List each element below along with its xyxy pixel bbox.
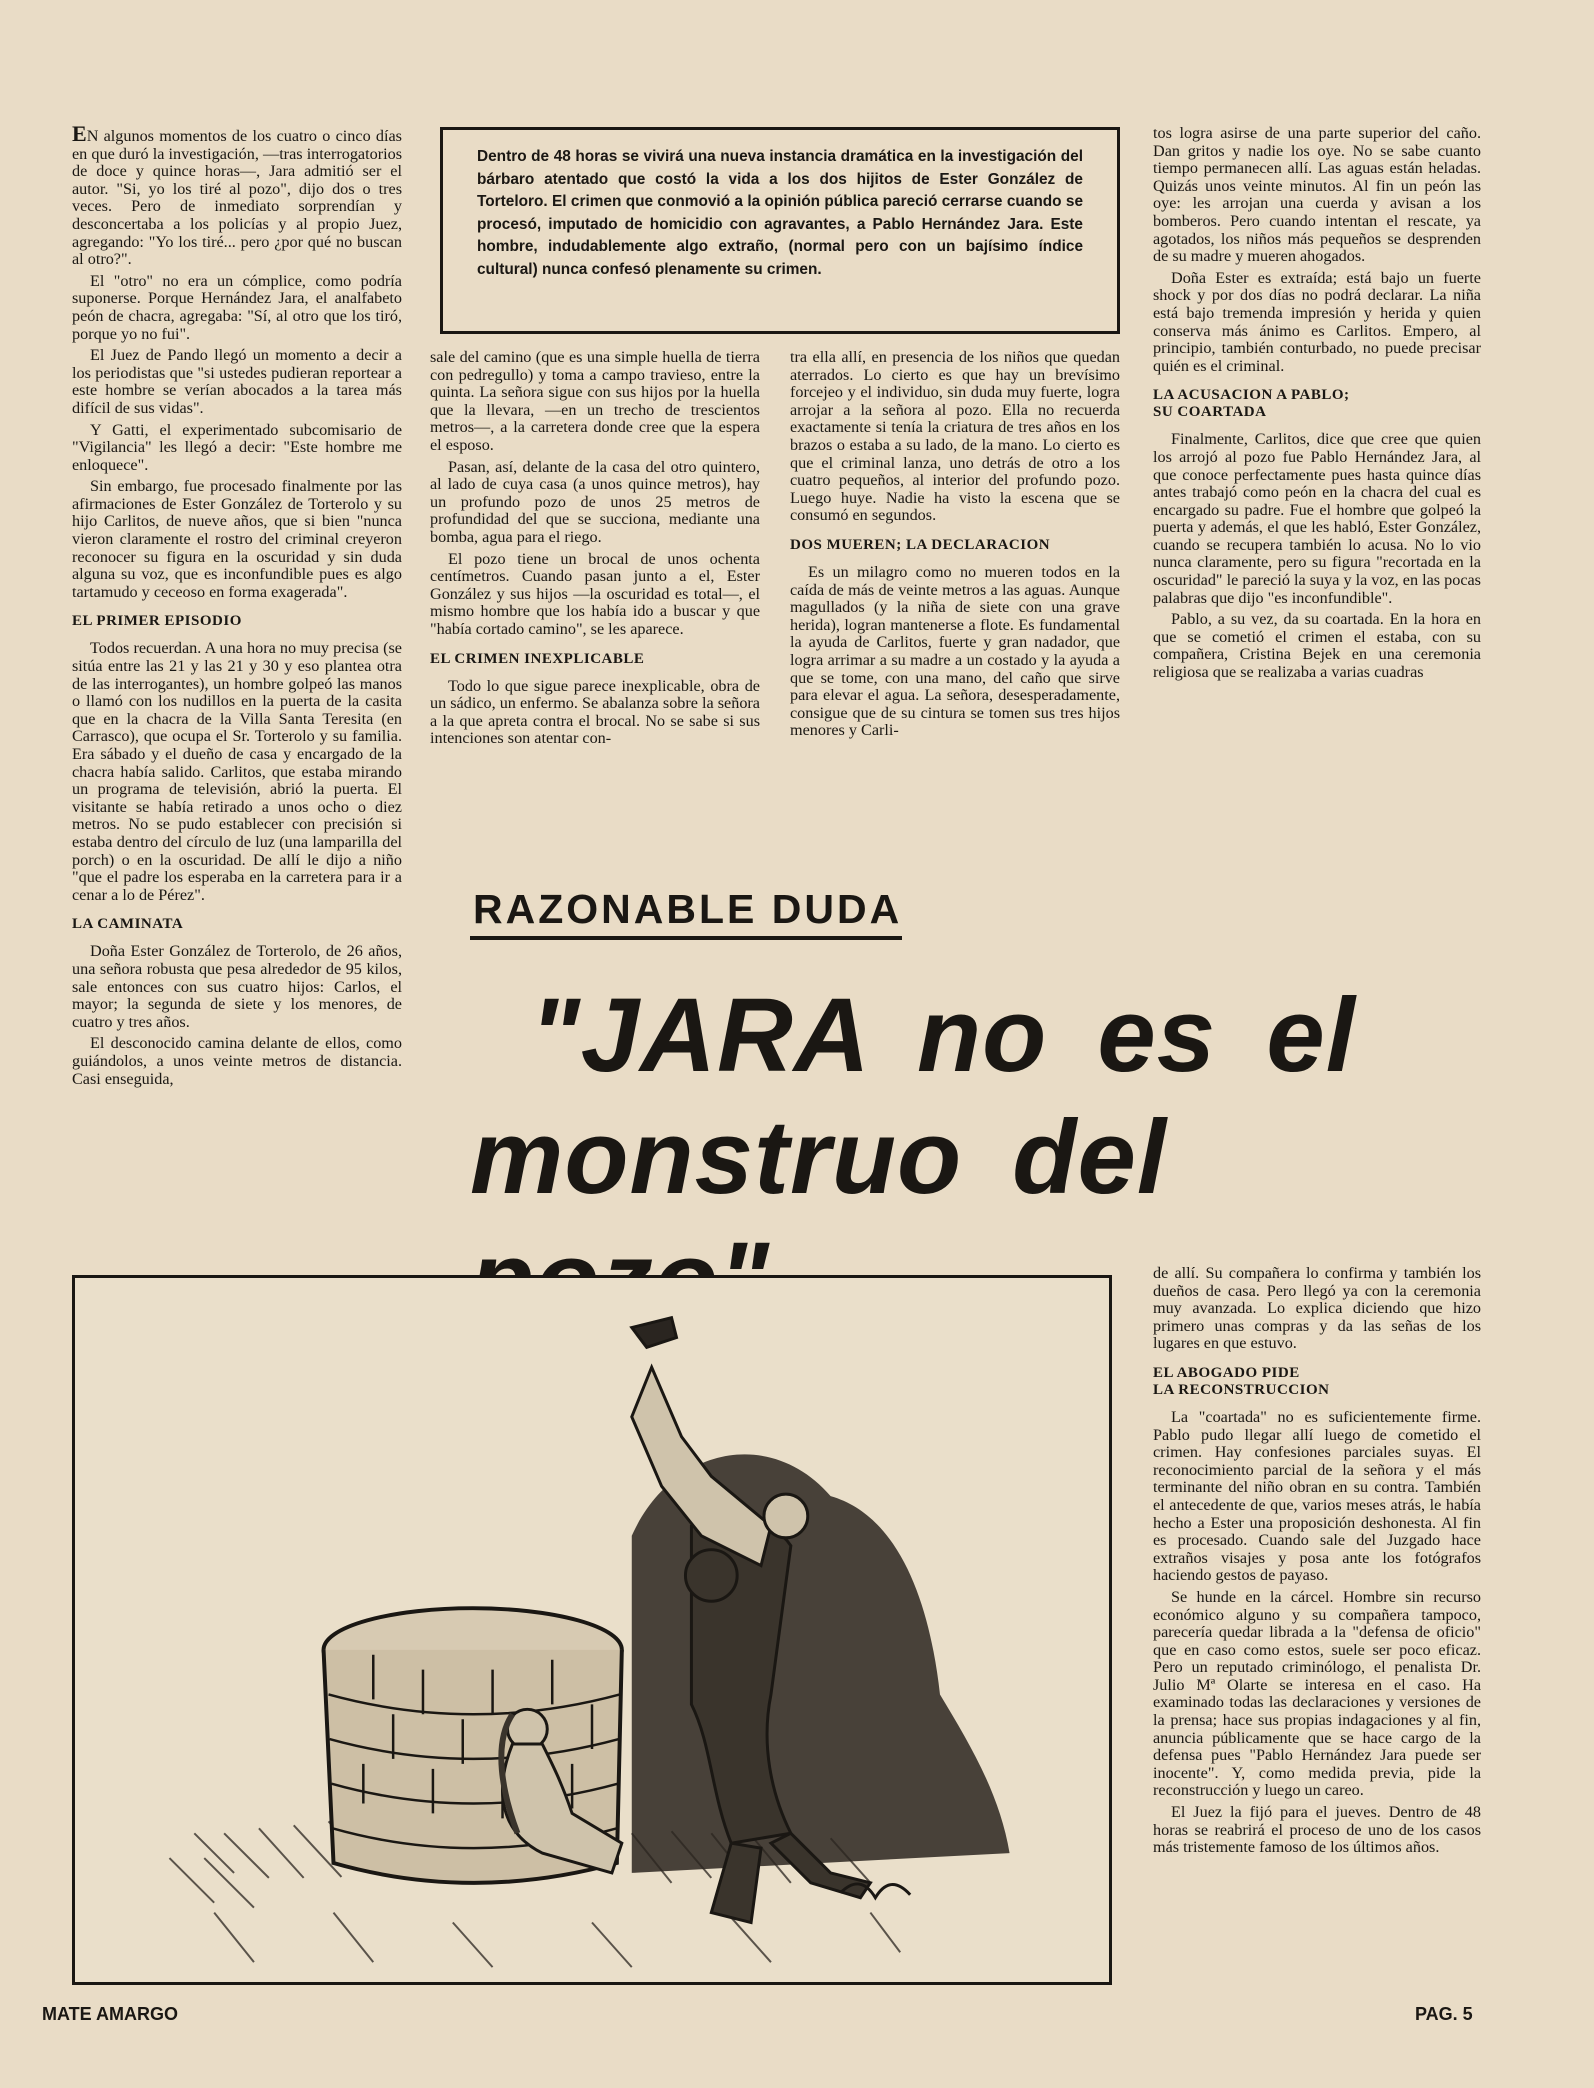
section-heading: DOS MUEREN; LA DECLARACION bbox=[790, 536, 1051, 553]
paragraph: Todos recuerdan. A una hora no muy precisa (se sitúa entre las 21 y las 21 y 30 y eso plantea otra de las interrogantes), un hombre golpeó las manos o llamó con los nudillos en la puerta de la casita que en la chacra de la Villa Santa Teresita (en Carrasco), que ocupa el Sr. Torterolo y su familia. Era sábado y el dueño de casa y encargado de la chacra había salido. Carlitos, que estaba mirando un programa de televisión, abrió la puerta. El visitante se había retirado a unos ocho o diez metros. No se pudo establecer con precisión si estaba dentro del círculo de luz (una lamparilla del porch) o en la oscuridad. De allí le dijo a niño "que el padre los esperaba en la carretera para ir a cenar a lo de Pérez". bbox=[72, 639, 402, 904]
paragraph: La "coartada" no es suficientemente firme. Pablo pudo llegar allí luego de cometido el crimen. Hay confesiones parciales suyas. El reconocimiento parcial de la señora y el más terminante del niño obran en su contra. También el antecedente de que, varios meses atrás, le había hecho a Ester una proposición deshonesta. Al fin es procesado. Cuando sale del Juzgado hace extraños visajes y posa ante los fotógrafos haciendo gestos de payaso. bbox=[1153, 1407, 1481, 1585]
paragraph: Se hunde en la cárcel. Hombre sin recurso económico alguno y su compañera tampoco, parecería quedar librada a la "defensa de oficio" que en caso como estos, suele ser poco eficaz. Pero un reputado criminólogo, el penalista Dr. Julio Mª Olarte se interesa en el caso. Ha examinado todas las declaraciones y versiones de la prensa; hace sus propias indagaciones y al fin, anuncia públicamente que se hace cargo de la defensa pues "Pablo Hernández Jara puede ser inocente". Y, como medida previa, pide la reconstrucción y luego un careo. bbox=[1153, 1587, 1481, 1800]
paragraph: El pozo tiene un brocal de unos ochenta centímetros. Cuando pasan junto a el, Ester González y sus hijos —la oscuridad es total—, el mismo hombre que los había ido a buscar y que "había cortado camino", se les aparece. bbox=[430, 549, 760, 638]
paragraph: tos logra asirse de una parte superior del caño. Dan gritos y nadie los oye. No se sabe cuanto tiempo permanecen allí. Las aguas están heladas. Quizás unos veinte minutos. Al fin un peón las oye: les arrojan una cuerda y avisan a los bomberos. Pero cuando intentan el rescate, ya agotados, los niños más pequeños se desprenden de su madre y mueren ahogados. bbox=[1153, 124, 1481, 266]
column-3 bbox=[790, 349, 1120, 744]
column-4 bbox=[1153, 125, 1481, 686]
well-crime-drawing bbox=[75, 1278, 1109, 1982]
paragraph: tra ella allí, en presencia de los niños que quedan aterrados. Lo cierto es que hay un brevísimo forcejeo y el individuo, sin duda muy fuerte, logra arrojar a la señora al pozo. Ella no recuerda exactamente si tenía la criatura de tres años en los brazos o estaba a su lado, de la mano. Lo cierto es que el criminal lanza, uno detrás de otro a los cuatro pequeños, al interior del profundo pozo. Luego huye. Nadie ha visto la escena que se consumó en segundos. bbox=[790, 348, 1120, 525]
illustration bbox=[72, 1275, 1112, 1985]
paragraph: Pasan, así, delante de la casa del otro quintero, al lado de cuya casa (a unos quince metros), hay un profundo pozo de unos 25 metros de profundidad del que se succiona, mediante una bomba, agua para el riego. bbox=[430, 457, 760, 546]
paragraph: Y Gatti, el experimentado subcomisario de "Vigilancia" les llegó a decir: "Este hombre me enloquece". bbox=[72, 420, 402, 474]
paragraph: de allí. Su compañera lo confirma y también los dueños de casa. Pero llegó ya con la ceremonia muy avanzada. Lo explica diciendo que hizo primero unas compras y da las señas de los lugares en que estuvo. bbox=[1153, 1264, 1481, 1353]
paragraph: Es un milagro como no mueren todos en la caída de más de veinte metros a las aguas. Aunque magullados (y la niña de siete con una grave herida), logran mantenerse a flote. Es fundamental la ayuda de Carlitos, fuerte y gran nadador, que logra arrimar a su madre a un costado y la ayuda a que se tome, con una mano, del caño que sirve para elevar el agua. La señora, desesperadamente, consigue que de su cintura se tomen sus tres hijos menores y Carli- bbox=[790, 562, 1120, 740]
headline-line-2: monstruo del bbox=[470, 1099, 1168, 1216]
page-number: PAG. 5 bbox=[1415, 2004, 1473, 2024]
drop-cap: E bbox=[72, 121, 87, 146]
column-2 bbox=[430, 349, 760, 752]
paragraph: El Juez de Pando llegó un momento a decir a los periodistas que "si ustedes pudieran reportear a este hombre se verían abocados a la tarea más difícil de sus vidas". bbox=[72, 346, 402, 417]
section-heading: LA CAMINATA bbox=[72, 916, 184, 933]
paragraph: Pablo, a su vez, da su coartada. En la hora en que se cometió el crimen el estaba, con su compañera, Cristina Bejek en una ceremonia religiosa que se realizaba a varias cuadras bbox=[1153, 610, 1481, 682]
column-5 bbox=[1153, 1265, 1481, 1861]
paragraph: Doña Ester es extraída; está bajo un fuerte shock y por dos días no podrá declarar. La niña está bajo tremenda impresión y herida y quien conserva más ánimo es Carlitos. Empero, al principio, también conturbado, no puede precisar quién es el criminal. bbox=[1153, 268, 1481, 375]
intro-box: Dentro de 48 horas se vivirá una nueva instancia dramática en la investigación del bárbaro atentado que costó la vida a los dos hijitos de Ester González de Torteloro. El crimen que conmovió a la opinión pública pareció cerrarse cuando se procesó, imputado de homicidio con agravantes, a Pablo Hernández Jara. Este hombre, indudablemente algo extraño, (normal pero con un bajísimo índice cultural) nunca confesó plenamente su crimen. bbox=[440, 127, 1120, 334]
paragraph: Finalmente, Carlitos, dice que cree que quien los arrojó al pozo fue Pablo Hernández Jara, al que conoce perfectamente pues hasta quince días antes trabajó como peón en la chacra del cual es encargado su padre. Fue el hombre que golpeó la puerta y además, el que les habló, Ester González, cuando se recupera también lo acusa. No lo vio nunca claramente, pero su figura "recortada en la oscuridad" le pareció la suya y la voz, en las pocas palabras que dijo "es inconfundible". bbox=[1153, 430, 1481, 607]
paragraph: El Juez la fijó para el jueves. Dentro de 48 horas se reabrirá el proceso de uno de los casos más tristemente famoso de los últimos años. bbox=[1153, 1803, 1481, 1857]
paragraph: Sin embargo, fue procesado finalmente por las afirmaciones de Ester González de Torterolo y su hijo Carlitos, de nueve años, que si bien "nunca vieron claramente el rostro del criminal creyeron reconocer su figura en la oscuridad y sin duda alguna su voz, que es inconfundible pues es algo tartamudo y ceceoso en forma exagerada". bbox=[72, 477, 402, 601]
section-heading: EL PRIMER EPISODIO bbox=[72, 613, 242, 630]
paragraph: El desconocido camina delante de ellos, como guiándolos, a unos veinte metros de distancia. Casi enseguida, bbox=[72, 1034, 402, 1088]
section-heading: LA ACUSACION A PABLO; SU COARTADA bbox=[1153, 387, 1350, 421]
paragraph: EN algunos momentos de los cuatro o cinco días en que duró la investigación, —tras interrogatorios de doce y quince horas—, Jara admitió ser el autor. "Si, yo los tiré al pozo", dijo dos o tres veces. Pero de inmediato sorprendían y desconcertaba a los policías y al propio Juez, agregando: "Yo los tiré... pero ¿por qué no buscan al otro?". bbox=[72, 121, 402, 269]
headline-line-1: "JARA no es el bbox=[530, 977, 1356, 1094]
kicker: RAZONABLE DUDA bbox=[473, 886, 903, 932]
paragraph: sale del camino (que es una simple huella de tierra con pedregullo) y toma a campo travieso, entre la quinta. La señora sigue con sus hijos por la huella que la llevara, —en un trecho de trescientos metros—, a la carretera donde cree que la espera el esposo. bbox=[430, 348, 760, 454]
kicker-underline bbox=[470, 936, 902, 940]
column-1 bbox=[72, 121, 402, 1092]
section-heading: EL CRIMEN INEXPLICABLE bbox=[430, 650, 645, 667]
paragraph: El "otro" no era un cómplice, como podría suponerse. Porque Hernández Jara, el analfabeto peón de chacra, agregaba: "Sí, al otro que los tiró, porque yo no fui". bbox=[72, 271, 402, 343]
paragraph: Doña Ester González de Torterolo, de 26 años, una señora robusta que pesa alrededor de 95 kilos, sale entonces con sus cuatro hijos: Carlos, el mayor; la segunda de siete y los menores, de cuatro y tres años. bbox=[72, 942, 402, 1031]
section-heading: EL ABOGADO PIDE LA RECONSTRUCCION bbox=[1153, 1364, 1330, 1398]
paragraph: Todo lo que sigue parece inexplicable, obra de un sádico, un enfermo. Se abalanza sobre la señora a la que apreta contra el brocal. No se sabe si sus intenciones son atentar con- bbox=[430, 676, 760, 748]
publication-name: MATE AMARGO bbox=[42, 2004, 178, 2024]
